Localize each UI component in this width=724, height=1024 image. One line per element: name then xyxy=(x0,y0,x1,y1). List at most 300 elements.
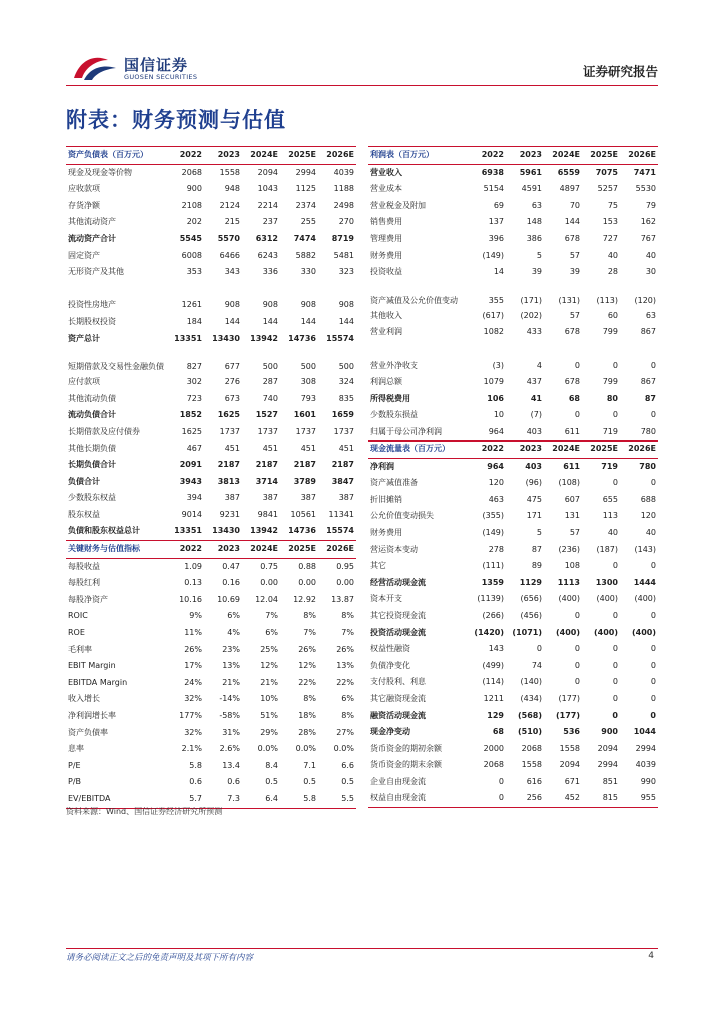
row-value xyxy=(506,341,544,358)
row-value: 2374 xyxy=(295,200,316,210)
row-value: 793 xyxy=(300,393,316,403)
row-value: 2994 xyxy=(597,760,618,770)
row-value: 63 xyxy=(531,200,542,210)
row-value: 7471 xyxy=(633,167,656,177)
row-value: 302 xyxy=(186,377,202,387)
row-value: 451 xyxy=(338,443,354,453)
row-value: 1558 xyxy=(219,167,240,177)
table-row xyxy=(368,674,658,691)
row-value: 2187 xyxy=(255,460,278,470)
row-value: 17% xyxy=(184,661,202,671)
row-value: 40 xyxy=(607,250,618,260)
row-value: 1527 xyxy=(255,410,278,420)
row-value: 32% xyxy=(184,694,202,704)
table-row xyxy=(66,231,356,248)
row-value: 2498 xyxy=(333,200,354,210)
row-value: 0 xyxy=(574,410,580,420)
row-value: (617) xyxy=(482,310,504,320)
row-value: 452 xyxy=(544,790,582,807)
row-value: 2068 xyxy=(521,743,542,753)
row-value: 68 xyxy=(568,393,580,403)
table-row xyxy=(368,625,658,642)
row-value: 5882 xyxy=(295,250,316,260)
table-row xyxy=(368,542,658,559)
row-value: 2994 xyxy=(295,167,316,177)
row-value: 15574 xyxy=(326,333,354,343)
row-label: 资产减值准备 xyxy=(370,478,418,488)
row-value: 437 xyxy=(526,377,542,387)
table-row xyxy=(368,424,658,441)
row-label: 少数股东权益 xyxy=(68,493,116,503)
table-row xyxy=(368,591,658,608)
row-value: 2000 xyxy=(483,743,504,753)
row-value: (400) xyxy=(631,627,656,637)
row-value: 18% xyxy=(298,710,316,720)
row-value: 780 xyxy=(620,424,658,441)
row-label: 企业自由现金流 xyxy=(370,776,426,786)
row-value: 69 xyxy=(493,200,504,210)
row-value: 10.16 xyxy=(179,594,202,604)
row-value: 31% xyxy=(222,727,240,737)
row-value: 387 xyxy=(224,493,240,503)
row-value: (177) xyxy=(555,710,580,720)
row-value: (96) xyxy=(525,478,542,488)
row-label: 经营活动现金流 xyxy=(370,577,426,587)
row-value: 815 xyxy=(582,790,620,807)
row-value xyxy=(204,281,242,298)
row-value xyxy=(280,281,318,298)
row-value: 1188 xyxy=(333,184,354,194)
row-value: 8719 xyxy=(331,233,354,243)
table-row xyxy=(368,708,658,725)
row-value: 1737 xyxy=(219,426,240,436)
row-value: (131) xyxy=(558,295,580,305)
row-value: 355 xyxy=(488,295,504,305)
row-value: 0.13 xyxy=(184,578,202,588)
row-value: 106 xyxy=(487,393,504,403)
year-header: 2022 xyxy=(166,147,204,165)
row-label: 应付款项 xyxy=(68,377,100,387)
table-row xyxy=(368,558,658,575)
row-value: 867 xyxy=(640,327,656,337)
row-value: 87 xyxy=(644,393,656,403)
row-value: 1625 xyxy=(217,410,240,420)
row-value: 0 xyxy=(612,478,618,488)
row-value: 1444 xyxy=(633,577,656,587)
row-value: 9% xyxy=(189,611,202,621)
row-value: 611 xyxy=(544,424,582,441)
row-value: 2187 xyxy=(217,460,240,470)
row-value: 0.6 xyxy=(227,777,240,787)
row-value: 308 xyxy=(300,377,316,387)
year-header: 2026E xyxy=(620,441,658,459)
row-label xyxy=(368,341,468,358)
row-value: 12.04 xyxy=(255,594,278,604)
row-value: 70 xyxy=(569,200,580,210)
row-label: 归属于母公司净利润 xyxy=(368,424,468,441)
table-row xyxy=(66,407,356,424)
row-value: 387 xyxy=(262,493,278,503)
row-label: 长期借款及应付债券 xyxy=(68,426,140,436)
row-value: 4039 xyxy=(635,760,656,770)
row-value: (510) xyxy=(517,727,542,737)
table-row xyxy=(66,691,356,708)
row-value: 8% xyxy=(341,611,354,621)
row-value: 2.1% xyxy=(181,744,202,754)
table-row xyxy=(66,741,356,758)
guosen-logo-icon xyxy=(72,52,118,82)
row-value: 0 xyxy=(650,644,656,654)
row-value: 1261 xyxy=(181,300,202,310)
row-value: 500 xyxy=(300,362,316,372)
row-value: 80 xyxy=(606,393,618,403)
row-value: 202 xyxy=(186,217,202,227)
row-value: 0 xyxy=(612,660,618,670)
table-row xyxy=(66,281,356,298)
row-value: 396 xyxy=(488,233,504,243)
row-label: 负债净变化 xyxy=(370,660,410,670)
row-value: (434) xyxy=(520,693,542,703)
key-metrics-table xyxy=(66,540,356,809)
row-value: 1737 xyxy=(333,426,354,436)
row-label: 应收款项 xyxy=(68,184,100,194)
report-type-label: 证券研究报告 xyxy=(582,64,658,79)
row-value: 287 xyxy=(262,377,278,387)
row-value: -58% xyxy=(219,710,240,720)
row-value: 6008 xyxy=(181,250,202,260)
table-row xyxy=(66,507,356,524)
row-value: 723 xyxy=(186,393,202,403)
row-value: 835 xyxy=(338,393,354,403)
row-value xyxy=(582,341,620,358)
source-note: 资料来源：Wind、国信证券经济研究所预测 xyxy=(66,807,223,816)
row-value: 8.4 xyxy=(265,760,278,770)
row-value: 14736 xyxy=(288,333,316,343)
table-row xyxy=(66,758,356,775)
row-value: 13942 xyxy=(250,333,278,343)
row-label: ROE xyxy=(68,627,85,637)
row-value: (177) xyxy=(558,693,580,703)
row-value: 0 xyxy=(612,677,618,687)
table-row xyxy=(368,790,658,807)
row-value: 2124 xyxy=(219,200,240,210)
row-label: 资产减值及公允价值变动 xyxy=(370,295,458,305)
row-value: 2091 xyxy=(179,460,202,470)
row-label: 净利润 xyxy=(370,461,394,471)
row-value: 87 xyxy=(531,544,542,554)
year-header: 2025E xyxy=(582,441,620,459)
row-value: 6938 xyxy=(481,167,504,177)
row-value: 12% xyxy=(298,661,316,671)
row-value: 2.6% xyxy=(219,744,240,754)
row-value: 51% xyxy=(260,710,278,720)
row-value: 60 xyxy=(607,310,618,320)
year-header: 2026E xyxy=(318,147,356,165)
row-value: 1129 xyxy=(519,577,542,587)
row-value: 184 xyxy=(186,316,202,326)
row-value: 144 xyxy=(338,316,354,326)
table-row xyxy=(368,741,658,758)
row-value: 8% xyxy=(303,611,316,621)
table-row xyxy=(368,691,658,708)
row-value: 5961 xyxy=(519,167,542,177)
row-label: 流动负债合计 xyxy=(68,410,116,420)
row-value: 0 xyxy=(612,561,618,571)
row-value: 1125 xyxy=(295,184,316,194)
row-value: 0 xyxy=(612,610,618,620)
table-row xyxy=(368,774,658,791)
row-value: 7075 xyxy=(595,167,618,177)
row-value: 11% xyxy=(184,627,202,637)
row-value: 1737 xyxy=(295,426,316,436)
logo-text-en: GUOSEN SECURITIES xyxy=(124,73,198,81)
row-value: (456) xyxy=(520,610,542,620)
row-value: 799 xyxy=(602,327,618,337)
table-row xyxy=(368,575,658,592)
row-value: (499) xyxy=(482,660,504,670)
table-row xyxy=(368,391,658,408)
row-value: 14736 xyxy=(280,523,318,540)
row-value: 0.88 xyxy=(298,561,316,571)
row-value xyxy=(318,281,356,298)
table-row xyxy=(368,641,658,658)
row-value: (568) xyxy=(517,710,542,720)
row-value: 25% xyxy=(260,644,278,654)
row-value: 32% xyxy=(184,727,202,737)
row-value: 0 xyxy=(650,677,656,687)
table-row xyxy=(66,374,356,391)
row-value: 827 xyxy=(186,362,202,372)
row-label: 流动资产合计 xyxy=(68,233,116,243)
row-label: 其他收入 xyxy=(370,310,402,320)
row-value: 129 xyxy=(487,710,504,720)
table-row xyxy=(66,248,356,265)
row-label: 营业收入 xyxy=(370,167,402,177)
year-header: 2025E xyxy=(280,541,318,559)
row-value: 113 xyxy=(602,511,618,521)
table-row xyxy=(368,231,658,248)
table-row xyxy=(66,642,356,659)
row-value: 39 xyxy=(531,267,542,277)
row-value: 990 xyxy=(640,776,656,786)
row-label: 营业税金及附加 xyxy=(370,200,426,210)
row-value: (120) xyxy=(634,295,656,305)
row-value: 215 xyxy=(224,217,240,227)
row-value: 5 xyxy=(536,250,542,260)
row-label: EBITDA Margin xyxy=(68,677,128,687)
row-label: 无形资产及其他 xyxy=(68,267,124,277)
row-value: 536 xyxy=(563,727,580,737)
row-value: 6% xyxy=(341,694,354,704)
key-metrics-body xyxy=(66,541,356,809)
year-header: 2024E xyxy=(544,441,582,459)
table-row xyxy=(368,164,658,181)
row-value: 678 xyxy=(564,233,580,243)
row-value: 1558 xyxy=(559,743,580,753)
table-row xyxy=(66,264,356,281)
table-title: 利润表（百万元） xyxy=(368,147,468,165)
table-row xyxy=(368,608,658,625)
table-row xyxy=(66,474,356,491)
table-row xyxy=(368,458,658,475)
row-value: 403 xyxy=(525,461,542,471)
row-value: 324 xyxy=(338,377,354,387)
year-header: 2023 xyxy=(204,541,242,559)
row-value: 13351 xyxy=(166,523,204,540)
row-value: 616 xyxy=(526,776,542,786)
row-value: 13.87 xyxy=(331,594,354,604)
row-value: 0 xyxy=(650,360,656,370)
row-value: (140) xyxy=(520,677,542,687)
row-value xyxy=(468,341,506,358)
row-value: 655 xyxy=(602,494,618,504)
row-value: 0 xyxy=(612,644,618,654)
row-value: 7474 xyxy=(293,233,316,243)
row-value: 21% xyxy=(260,677,278,687)
balance-sheet-body xyxy=(66,147,356,541)
row-label: 短期借款及交易性金融负债 xyxy=(68,362,164,372)
row-value: 2187 xyxy=(331,460,354,470)
row-value: (1071) xyxy=(512,627,542,637)
row-value: 780 xyxy=(639,461,656,471)
footer-divider xyxy=(66,948,658,949)
row-label: 其他流动负债 xyxy=(68,393,116,403)
row-value: 153 xyxy=(602,217,618,227)
row-value: 255 xyxy=(300,217,316,227)
row-label: 其它 xyxy=(370,561,386,571)
year-header: 2022 xyxy=(468,441,506,459)
row-value: 0 xyxy=(650,693,656,703)
row-value: 3813 xyxy=(217,476,240,486)
table-row xyxy=(66,558,356,575)
row-value: 10.69 xyxy=(217,594,240,604)
row-value: 68 xyxy=(492,727,504,737)
row-value: 1659 xyxy=(331,410,354,420)
row-value: 89 xyxy=(531,561,542,571)
row-value: 2094 xyxy=(559,760,580,770)
row-value: 0 xyxy=(612,360,618,370)
table-row xyxy=(66,625,356,642)
row-value: 0.00 xyxy=(260,578,278,588)
year-header: 2024E xyxy=(242,541,280,559)
row-value: 75 xyxy=(607,200,618,210)
row-value: 12% xyxy=(260,661,278,671)
row-value: 1079 xyxy=(483,377,504,387)
balance-sheet-table xyxy=(66,146,356,541)
row-value: (149) xyxy=(482,527,504,537)
row-value: 39 xyxy=(569,267,580,277)
row-value: 6% xyxy=(265,627,278,637)
table-row xyxy=(66,592,356,609)
row-value: 26% xyxy=(184,644,202,654)
row-value: 162 xyxy=(640,217,656,227)
row-label: 长期负债合计 xyxy=(68,460,116,470)
row-value: 30 xyxy=(645,267,656,277)
row-value xyxy=(166,281,204,298)
row-value: 8% xyxy=(303,694,316,704)
table-row xyxy=(66,164,356,181)
row-value: 3714 xyxy=(255,476,278,486)
table-row xyxy=(66,725,356,742)
row-value: (355) xyxy=(482,511,504,521)
row-label: 货币资金的期初余额 xyxy=(370,743,442,753)
row-label: 其他长期负债 xyxy=(68,443,116,453)
row-value: (7) xyxy=(530,410,542,420)
row-value: 6243 xyxy=(257,250,278,260)
row-label: 资产总计 xyxy=(68,333,100,343)
row-value: 7.1 xyxy=(303,760,316,770)
row-value: 5570 xyxy=(217,233,240,243)
footer-disclaimer: 请务必阅读正文之后的免责声明及其项下所有内容 xyxy=(66,953,254,963)
row-value: 1211 xyxy=(483,693,504,703)
row-value: 7% xyxy=(341,627,354,637)
row-value: 0 xyxy=(536,644,542,654)
row-value: 4% xyxy=(227,627,240,637)
row-value: 900 xyxy=(601,727,618,737)
row-value: 475 xyxy=(526,494,542,504)
row-value: 908 xyxy=(224,300,240,310)
row-value: (1420) xyxy=(474,627,504,637)
row-value: 29% xyxy=(260,727,278,737)
row-value: 5481 xyxy=(333,250,354,260)
table-row xyxy=(368,724,658,741)
row-value: 500 xyxy=(262,362,278,372)
row-value: 21% xyxy=(222,677,240,687)
table-row xyxy=(66,523,356,540)
row-label: 销售费用 xyxy=(370,217,402,227)
row-value: 1043 xyxy=(257,184,278,194)
row-value: 12.92 xyxy=(293,594,316,604)
row-value: 8% xyxy=(341,710,354,720)
table-row xyxy=(368,181,658,198)
table-row xyxy=(66,575,356,592)
table-row xyxy=(368,214,658,231)
row-value: 0 xyxy=(650,478,656,488)
row-value: 0 xyxy=(574,677,580,687)
row-value: 7.3 xyxy=(204,791,242,808)
row-value: 678 xyxy=(564,327,580,337)
row-value: (114) xyxy=(482,677,504,687)
table-row xyxy=(368,264,658,281)
row-value: (108) xyxy=(558,478,580,488)
row-label: 权益性融资 xyxy=(370,644,410,654)
row-value: 0 xyxy=(612,710,618,720)
row-value: 40 xyxy=(607,527,618,537)
row-value: 0 xyxy=(650,660,656,670)
row-value: 403 xyxy=(506,424,544,441)
row-label: 资本开支 xyxy=(370,594,402,604)
row-value: 0 xyxy=(612,410,618,420)
row-label: 净利润增长率 xyxy=(68,710,116,720)
row-value: 673 xyxy=(224,393,240,403)
row-value: 1558 xyxy=(521,760,542,770)
row-label: 利润总额 xyxy=(370,377,402,387)
row-label: 每股收益 xyxy=(68,561,100,571)
row-value: 177% xyxy=(179,710,202,720)
row-value: 4897 xyxy=(559,184,580,194)
row-value: 11341 xyxy=(328,509,354,519)
table-row xyxy=(66,347,356,374)
row-value: 451 xyxy=(262,443,278,453)
row-value: (1139) xyxy=(477,594,504,604)
row-value: 40 xyxy=(645,250,656,260)
row-value: 9841 xyxy=(257,509,278,519)
row-value: 3789 xyxy=(293,476,316,486)
row-value: 14 xyxy=(493,267,504,277)
row-value: (113) xyxy=(596,295,618,305)
row-value: 688 xyxy=(640,494,656,504)
year-header: 2024E xyxy=(242,147,280,165)
